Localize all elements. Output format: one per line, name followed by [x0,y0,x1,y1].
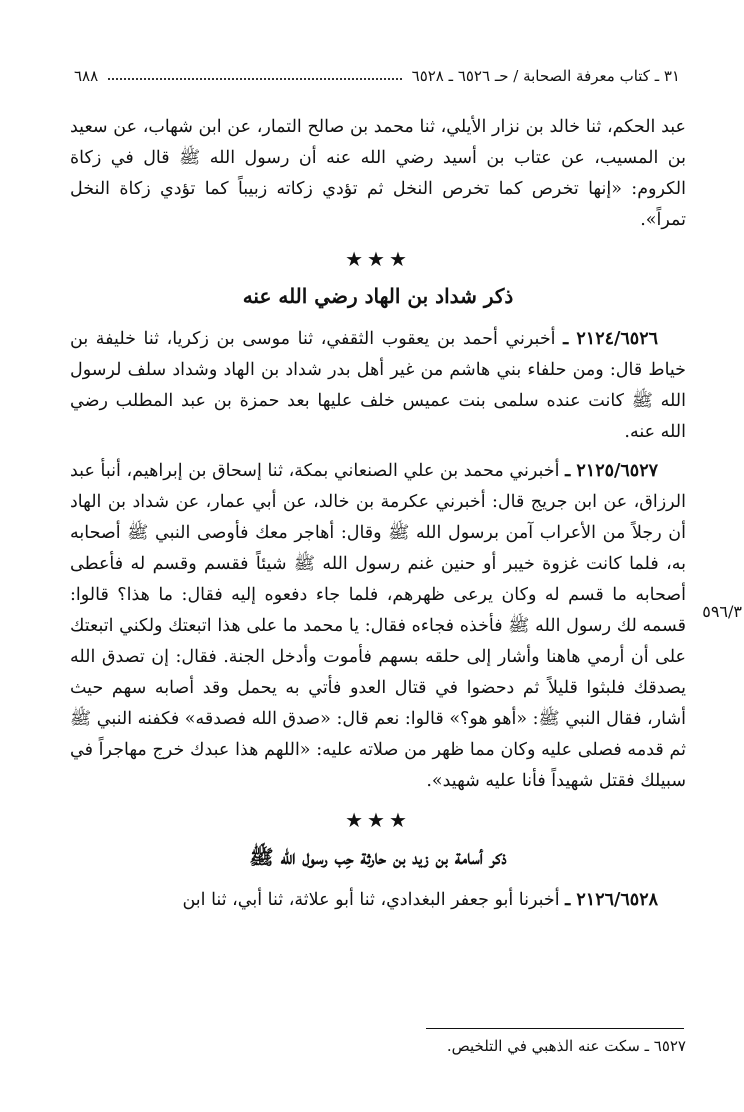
section-heading-shaddad: ذكر شداد بن الهاد رضي الله عنه [242,284,514,308]
entry-text: أخبرنا أبو جعفر البغدادي، ثنا أبو علاثة، ثنا أبي، ثنا ابن [182,890,566,910]
section-heading-usama: ذكر أسامة بن زيد بن حارثة حِب رسول الله ﷺ [249,845,507,869]
continued-paragraph: عبد الحكم، ثنا خالد بن نزار الأيلي، ثنا محمد بن صالح التمار، عن ابن شهاب، عن سعيد بن المسيب، عن عتاب بن أسيد رضي الله عنه أن رسول الله ﷺ قال في زكاة الكروم: «إنها تخرص كما تخرص النخل ثم تؤدي زكاته زبيباً كما تؤدي زكاة النخل تمراً». [70,117,686,230]
entry-text: أخبرني محمد بن علي الصنعاني بمكة، ثنا إسحاق بن إبراهيم، أنبأ عبد الرزاق، عن ابن جريج قال: أخبرني عكرمة بن خالد، عن أبي عمار، عن شداد بن الهاد أن رجلاً من الأعراب آمن برسول الله ﷺ وقال: أهاجر معك فأوصى النبي ﷺ أصحابه به، فلما كانت غزوة خيبر أو حنين غنم رسول الله ﷺ شيئاً فقسم وقسم له فأعطى أصحابه ما قسم له وكان يرعى ظهرهم، فلما جاء دفعوه إليه فقال: ما هذا؟ قالوا: قسمه لك رسول الله ﷺ فأخذه فجاءه فقال: يا محمد ما على هذا اتبعتك ولكني اتبعتك على أن أرمي هاهنا وأشار إلى حلقه بسهم فأموت وأدخل الجنة. فقال: إن تصدق الله يصدقك فلبثوا قليلاً ثم دحضوا في قتال العدو فأتي به يحمل وقد أصابه سهم حيث أشار، فقال النبي ﷺ: «أهو هو؟» قالوا: نعم قال: «صدق الله فصدقه» فكفنه النبي ﷺ ثم قدمه فصلى عليه وكان مما ظهر من صلاته عليه: «اللهم هذا عبدك خرج مهاجراً في سبيلك فقتل شهيداً فأنا عليه شهيد». [70,461,686,791]
running-head-dotted-leader [108,78,401,80]
hadith-entry-2125 [70,456,686,797]
hadith-entry-2124 [70,324,686,448]
entry-number: ٢١٢٦/٦٥٢٨ ـ [565,890,658,910]
section-separator-stars: ★★★ [345,247,411,271]
margin-volume-reference: ٥٩٦/٣ [702,602,742,621]
footnote: ٦٥٢٧ ـ سكت عنه الذهبي في التلخيص. [446,1037,686,1055]
page-body [70,112,686,916]
hadith-entry-2126 [70,885,686,916]
section-separator-stars: ★★★ [345,808,411,832]
entry-number: ٢١٢٥/٦٥٢٧ ـ [565,461,658,481]
running-head-title: ٣١ ـ كتاب معرفة الصحابة / حـ ٦٥٢٦ ـ ٦٥٢٨ [411,67,680,85]
footnote-divider [426,1028,684,1029]
page-number: ٦٨٨ [74,67,99,85]
entry-number: ٢١٢٤/٦٥٢٦ ـ [563,329,658,349]
entry-text: أخبرني أحمد بن يعقوب الثقفي، ثنا موسى بن زكريا، ثنا خليفة بن خياط قال: ومن حلفاء بني هاشم من غير أهل بدر شداد بن الهاد وشداد سلف لرسول الله ﷺ كانت عنده سلمى بنت عميس خلف عليها بعد حمزة بن عبد المطلب رضي الله عنه. [70,329,686,442]
running-head [74,62,680,86]
